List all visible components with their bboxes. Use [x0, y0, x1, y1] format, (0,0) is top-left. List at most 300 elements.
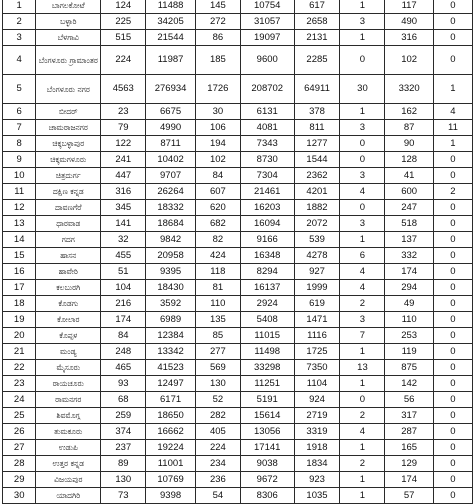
district-name-cell: ವಿಜಯಪುರ	[36, 472, 101, 488]
value-cell: 8306	[240, 488, 294, 504]
table-row	[3, 30, 473, 46]
table-row	[3, 184, 473, 200]
value-cell: 30	[340, 75, 385, 104]
serial-number-cell: 22	[3, 360, 36, 376]
value-cell: 5408	[240, 312, 294, 328]
value-cell: 1035	[294, 488, 340, 504]
value-cell: 0	[433, 0, 472, 14]
value-cell: 1	[340, 440, 385, 456]
value-cell: 194	[195, 136, 240, 152]
value-cell: 41523	[146, 360, 195, 376]
district-name-cell: ಉಡುಪಿ	[36, 440, 101, 456]
value-cell: 374	[101, 424, 146, 440]
value-cell: 9707	[146, 168, 195, 184]
value-cell: 135	[195, 312, 240, 328]
value-cell: 81	[195, 280, 240, 296]
serial-number-cell: 12	[3, 200, 36, 216]
value-cell: 1	[340, 376, 385, 392]
district-name-cell: ಗದಗ	[36, 232, 101, 248]
value-cell: 208702	[240, 75, 294, 104]
value-cell: 87	[385, 120, 433, 136]
value-cell: 0	[433, 408, 472, 424]
value-cell: 424	[195, 248, 240, 264]
value-cell: 9842	[146, 232, 195, 248]
serial-number-cell: 14	[3, 232, 36, 248]
value-cell: 0	[433, 488, 472, 504]
value-cell: 9398	[146, 488, 195, 504]
value-cell: 141	[101, 216, 146, 232]
value-cell: 56	[385, 392, 433, 408]
value-cell: 8730	[240, 152, 294, 168]
district-name-cell: ಬಳ್ಳಾರಿ	[36, 14, 101, 30]
table-row	[3, 456, 473, 472]
value-cell: 9600	[240, 46, 294, 75]
district-name-cell: ಬಾಗಲಕೋಟೆ	[36, 0, 101, 14]
value-cell: 174	[385, 264, 433, 280]
value-cell: 0	[340, 392, 385, 408]
value-cell: 16348	[240, 248, 294, 264]
value-cell: 102	[195, 152, 240, 168]
value-cell: 1	[340, 104, 385, 120]
table-row	[3, 264, 473, 280]
serial-number-cell: 8	[3, 136, 36, 152]
serial-number-cell: 7	[3, 120, 36, 136]
table-row	[3, 168, 473, 184]
district-name-cell: ದಕ್ಷಿಣ ಕನ್ನಡ	[36, 184, 101, 200]
value-cell: 7343	[240, 136, 294, 152]
value-cell: 405	[195, 424, 240, 440]
district-name-cell: ದಾವಣಗೆರೆ	[36, 200, 101, 216]
table-row	[3, 46, 473, 75]
serial-number-cell: 4	[3, 46, 36, 75]
value-cell: 0	[433, 30, 472, 46]
value-cell: 272	[195, 14, 240, 30]
table-row	[3, 328, 473, 344]
value-cell: 11001	[146, 456, 195, 472]
value-cell: 8711	[146, 136, 195, 152]
serial-number-cell: 30	[3, 488, 36, 504]
serial-number-cell: 5	[3, 75, 36, 104]
value-cell: 4990	[146, 120, 195, 136]
value-cell: 162	[385, 104, 433, 120]
district-name-cell: ಕಲಬುರಗಿ	[36, 280, 101, 296]
value-cell: 102	[385, 46, 433, 75]
district-name-cell: ಮೈಸೂರು	[36, 360, 101, 376]
value-cell: 2131	[294, 30, 340, 46]
serial-number-cell: 23	[3, 376, 36, 392]
value-cell: 1	[340, 232, 385, 248]
value-cell: 682	[195, 216, 240, 232]
value-cell: 79	[101, 120, 146, 136]
value-cell: 0	[433, 360, 472, 376]
district-name-cell: ಮಂಡ್ಯ	[36, 344, 101, 360]
value-cell: 1726	[195, 75, 240, 104]
serial-number-cell: 28	[3, 456, 36, 472]
value-cell: 1104	[294, 376, 340, 392]
value-cell: 0	[433, 152, 472, 168]
value-cell: 130	[101, 472, 146, 488]
table-row	[3, 360, 473, 376]
value-cell: 3592	[146, 296, 195, 312]
value-cell: 1471	[294, 312, 340, 328]
value-cell: 6171	[146, 392, 195, 408]
value-cell: 9395	[146, 264, 195, 280]
value-cell: 13056	[240, 424, 294, 440]
table-row	[3, 392, 473, 408]
value-cell: 104	[101, 280, 146, 296]
value-cell: 569	[195, 360, 240, 376]
value-cell: 145	[195, 0, 240, 14]
value-cell: 3	[340, 216, 385, 232]
value-cell: 16662	[146, 424, 195, 440]
district-name-cell: ಕೋಲಾರ	[36, 312, 101, 328]
value-cell: 447	[101, 168, 146, 184]
value-cell: 2	[340, 408, 385, 424]
table-row	[3, 424, 473, 440]
value-cell: 7304	[240, 168, 294, 184]
table-row	[3, 376, 473, 392]
value-cell: 119	[385, 344, 433, 360]
value-cell: 0	[433, 14, 472, 30]
value-cell: 185	[195, 46, 240, 75]
value-cell: 21544	[146, 30, 195, 46]
value-cell: 52	[195, 392, 240, 408]
district-name-cell: ಧಾರವಾಡ	[36, 216, 101, 232]
value-cell: 124	[101, 0, 146, 14]
value-cell: 33298	[240, 360, 294, 376]
value-cell: 0	[340, 152, 385, 168]
serial-number-cell: 26	[3, 424, 36, 440]
value-cell: 11498	[240, 344, 294, 360]
value-cell: 174	[101, 312, 146, 328]
value-cell: 620	[195, 200, 240, 216]
value-cell: 7	[340, 328, 385, 344]
value-cell: 277	[195, 344, 240, 360]
value-cell: 6675	[146, 104, 195, 120]
value-cell: 0	[340, 200, 385, 216]
value-cell: 1999	[294, 280, 340, 296]
value-cell: 18684	[146, 216, 195, 232]
value-cell: 31057	[240, 14, 294, 30]
value-cell: 84	[195, 168, 240, 184]
district-name-cell: ಯಾದಗಿರಿ	[36, 488, 101, 504]
value-cell: 2658	[294, 14, 340, 30]
value-cell: 241	[101, 152, 146, 168]
value-cell: 9038	[240, 456, 294, 472]
value-cell: 11	[433, 120, 472, 136]
serial-number-cell: 17	[3, 280, 36, 296]
serial-number-cell: 16	[3, 264, 36, 280]
value-cell: 16137	[240, 280, 294, 296]
value-cell: 2072	[294, 216, 340, 232]
value-cell: 2	[340, 296, 385, 312]
value-cell: 3	[340, 312, 385, 328]
value-cell: 4	[340, 264, 385, 280]
value-cell: 4	[340, 280, 385, 296]
value-cell: 32	[101, 232, 146, 248]
value-cell: 54	[195, 488, 240, 504]
district-name-cell: ಚಿಕ್ಕಮಗಳೂರು	[36, 152, 101, 168]
value-cell: 3319	[294, 424, 340, 440]
value-cell: 128	[385, 152, 433, 168]
serial-number-cell: 11	[3, 184, 36, 200]
table-row	[3, 296, 473, 312]
value-cell: 4563	[101, 75, 146, 104]
district-name-cell: ಹಾವೇರಿ	[36, 264, 101, 280]
value-cell: 142	[385, 376, 433, 392]
value-cell: 619	[294, 296, 340, 312]
value-cell: 85	[195, 328, 240, 344]
value-cell: 129	[385, 456, 433, 472]
value-cell: 4	[433, 104, 472, 120]
value-cell: 13	[340, 360, 385, 376]
table-row	[3, 232, 473, 248]
value-cell: 16203	[240, 200, 294, 216]
table-row	[3, 280, 473, 296]
value-cell: 6	[340, 248, 385, 264]
value-cell: 73	[101, 488, 146, 504]
value-cell: 11488	[146, 0, 195, 14]
value-cell: 165	[385, 440, 433, 456]
table-row	[3, 216, 473, 232]
value-cell: 110	[195, 296, 240, 312]
serial-number-cell: 1	[3, 0, 36, 14]
value-cell: 224	[101, 46, 146, 75]
value-cell: 6989	[146, 312, 195, 328]
value-cell: 253	[385, 328, 433, 344]
serial-number-cell: 24	[3, 392, 36, 408]
value-cell: 1	[340, 472, 385, 488]
value-cell: 0	[433, 280, 472, 296]
value-cell: 317	[385, 408, 433, 424]
table-row	[3, 200, 473, 216]
value-cell: 1	[340, 30, 385, 46]
serial-number-cell: 9	[3, 152, 36, 168]
district-name-cell: ಚಿಕ್ಕಬಳ್ಳಾಪುರ	[36, 136, 101, 152]
value-cell: 607	[195, 184, 240, 200]
value-cell: 90	[385, 136, 433, 152]
value-cell: 316	[385, 30, 433, 46]
value-cell: 3	[340, 120, 385, 136]
value-cell: 9166	[240, 232, 294, 248]
value-cell: 294	[385, 280, 433, 296]
value-cell: 19224	[146, 440, 195, 456]
serial-number-cell: 6	[3, 104, 36, 120]
value-cell: 287	[385, 424, 433, 440]
value-cell: 18430	[146, 280, 195, 296]
value-cell: 0	[433, 232, 472, 248]
table-row	[3, 152, 473, 168]
value-cell: 1	[433, 75, 472, 104]
value-cell: 316	[101, 184, 146, 200]
value-cell: 216	[101, 296, 146, 312]
value-cell: 0	[433, 296, 472, 312]
value-cell: 4278	[294, 248, 340, 264]
value-cell: 1544	[294, 152, 340, 168]
value-cell: 0	[433, 328, 472, 344]
serial-number-cell: 20	[3, 328, 36, 344]
value-cell: 236	[195, 472, 240, 488]
serial-number-cell: 29	[3, 472, 36, 488]
value-cell: 1	[340, 488, 385, 504]
serial-number-cell: 2	[3, 14, 36, 30]
value-cell: 64911	[294, 75, 340, 104]
value-cell: 30	[195, 104, 240, 120]
value-cell: 16094	[240, 216, 294, 232]
value-cell: 4	[340, 184, 385, 200]
value-cell: 259	[101, 408, 146, 424]
serial-number-cell: 27	[3, 440, 36, 456]
value-cell: 137	[385, 232, 433, 248]
value-cell: 12497	[146, 376, 195, 392]
value-cell: 276934	[146, 75, 195, 104]
district-name-cell: ಬೆಳಗಾವಿ	[36, 30, 101, 46]
value-cell: 10769	[146, 472, 195, 488]
serial-number-cell: 15	[3, 248, 36, 264]
value-cell: 19097	[240, 30, 294, 46]
value-cell: 2924	[240, 296, 294, 312]
value-cell: 0	[433, 472, 472, 488]
value-cell: 1882	[294, 200, 340, 216]
serial-number-cell: 21	[3, 344, 36, 360]
serial-number-cell: 19	[3, 312, 36, 328]
value-cell: 11015	[240, 328, 294, 344]
value-cell: 1918	[294, 440, 340, 456]
table-row	[3, 344, 473, 360]
value-cell: 23	[101, 104, 146, 120]
district-covid-table	[2, 0, 473, 504]
value-cell: 0	[433, 312, 472, 328]
value-cell: 1116	[294, 328, 340, 344]
value-cell: 234	[195, 456, 240, 472]
district-name-cell: ಚಾಮರಾಜನಗರ	[36, 120, 101, 136]
value-cell: 2	[433, 184, 472, 200]
value-cell: 51	[101, 264, 146, 280]
value-cell: 110	[385, 312, 433, 328]
value-cell: 3	[340, 168, 385, 184]
value-cell: 282	[195, 408, 240, 424]
district-name-cell: ಕೊಡಗು	[36, 296, 101, 312]
value-cell: 1725	[294, 344, 340, 360]
district-name-cell: ಶಿವಮೊಗ್ಗ	[36, 408, 101, 424]
value-cell: 68	[101, 392, 146, 408]
serial-number-cell: 25	[3, 408, 36, 424]
value-cell: 518	[385, 216, 433, 232]
value-cell: 539	[294, 232, 340, 248]
value-cell: 237	[101, 440, 146, 456]
table-row	[3, 408, 473, 424]
value-cell: 0	[340, 136, 385, 152]
value-cell: 465	[101, 360, 146, 376]
value-cell: 924	[294, 392, 340, 408]
value-cell: 0	[433, 200, 472, 216]
table-row	[3, 472, 473, 488]
value-cell: 12384	[146, 328, 195, 344]
serial-number-cell: 10	[3, 168, 36, 184]
table-row	[3, 75, 473, 104]
value-cell: 15614	[240, 408, 294, 424]
value-cell: 18332	[146, 200, 195, 216]
value-cell: 3320	[385, 75, 433, 104]
value-cell: 26264	[146, 184, 195, 200]
value-cell: 7350	[294, 360, 340, 376]
district-name-cell: ಉತ್ತರ ಕನ್ನಡ	[36, 456, 101, 472]
district-name-cell: ಬೀದರ್	[36, 104, 101, 120]
table-row	[3, 136, 473, 152]
value-cell: 490	[385, 14, 433, 30]
district-name-cell: ತುಮಕೂರು	[36, 424, 101, 440]
district-name-cell: ಬೆಂಗಳೂರು ನಗರ	[36, 75, 101, 104]
value-cell: 84	[101, 328, 146, 344]
value-cell: 10402	[146, 152, 195, 168]
value-cell: 11987	[146, 46, 195, 75]
table-row	[3, 488, 473, 504]
value-cell: 34205	[146, 14, 195, 30]
value-cell: 345	[101, 200, 146, 216]
value-cell: 18650	[146, 408, 195, 424]
value-cell: 332	[385, 248, 433, 264]
value-cell: 8294	[240, 264, 294, 280]
table-row	[3, 440, 473, 456]
value-cell: 378	[294, 104, 340, 120]
value-cell: 89	[101, 456, 146, 472]
value-cell: 2285	[294, 46, 340, 75]
value-cell: 2719	[294, 408, 340, 424]
district-name-cell: ಚಿತ್ರದುರ್ಗ	[36, 168, 101, 184]
value-cell: 2362	[294, 168, 340, 184]
serial-number-cell: 3	[3, 30, 36, 46]
value-cell: 0	[433, 168, 472, 184]
value-cell: 0	[433, 392, 472, 408]
value-cell: 82	[195, 232, 240, 248]
value-cell: 0	[433, 216, 472, 232]
district-name-cell: ಕೊಪ್ಪಳ	[36, 328, 101, 344]
value-cell: 57	[385, 488, 433, 504]
value-cell: 118	[195, 264, 240, 280]
value-cell: 617	[294, 0, 340, 14]
table-row	[3, 120, 473, 136]
value-cell: 4081	[240, 120, 294, 136]
district-name-cell: ಹಾಸನ	[36, 248, 101, 264]
value-cell: 13342	[146, 344, 195, 360]
value-cell: 10754	[240, 0, 294, 14]
value-cell: 117	[385, 0, 433, 14]
value-cell: 4201	[294, 184, 340, 200]
table-row	[3, 312, 473, 328]
value-cell: 86	[195, 30, 240, 46]
value-cell: 225	[101, 14, 146, 30]
value-cell: 455	[101, 248, 146, 264]
table-row	[3, 14, 473, 30]
value-cell: 0	[433, 376, 472, 392]
value-cell: 130	[195, 376, 240, 392]
value-cell: 1	[340, 344, 385, 360]
value-cell: 20958	[146, 248, 195, 264]
value-cell: 17141	[240, 440, 294, 456]
serial-number-cell: 13	[3, 216, 36, 232]
value-cell: 122	[101, 136, 146, 152]
value-cell: 3	[340, 14, 385, 30]
value-cell: 0	[433, 264, 472, 280]
value-cell: 11251	[240, 376, 294, 392]
value-cell: 41	[385, 168, 433, 184]
value-cell: 927	[294, 264, 340, 280]
value-cell: 2	[340, 456, 385, 472]
table-body	[3, 0, 473, 504]
value-cell: 248	[101, 344, 146, 360]
value-cell: 247	[385, 200, 433, 216]
value-cell: 4	[340, 424, 385, 440]
